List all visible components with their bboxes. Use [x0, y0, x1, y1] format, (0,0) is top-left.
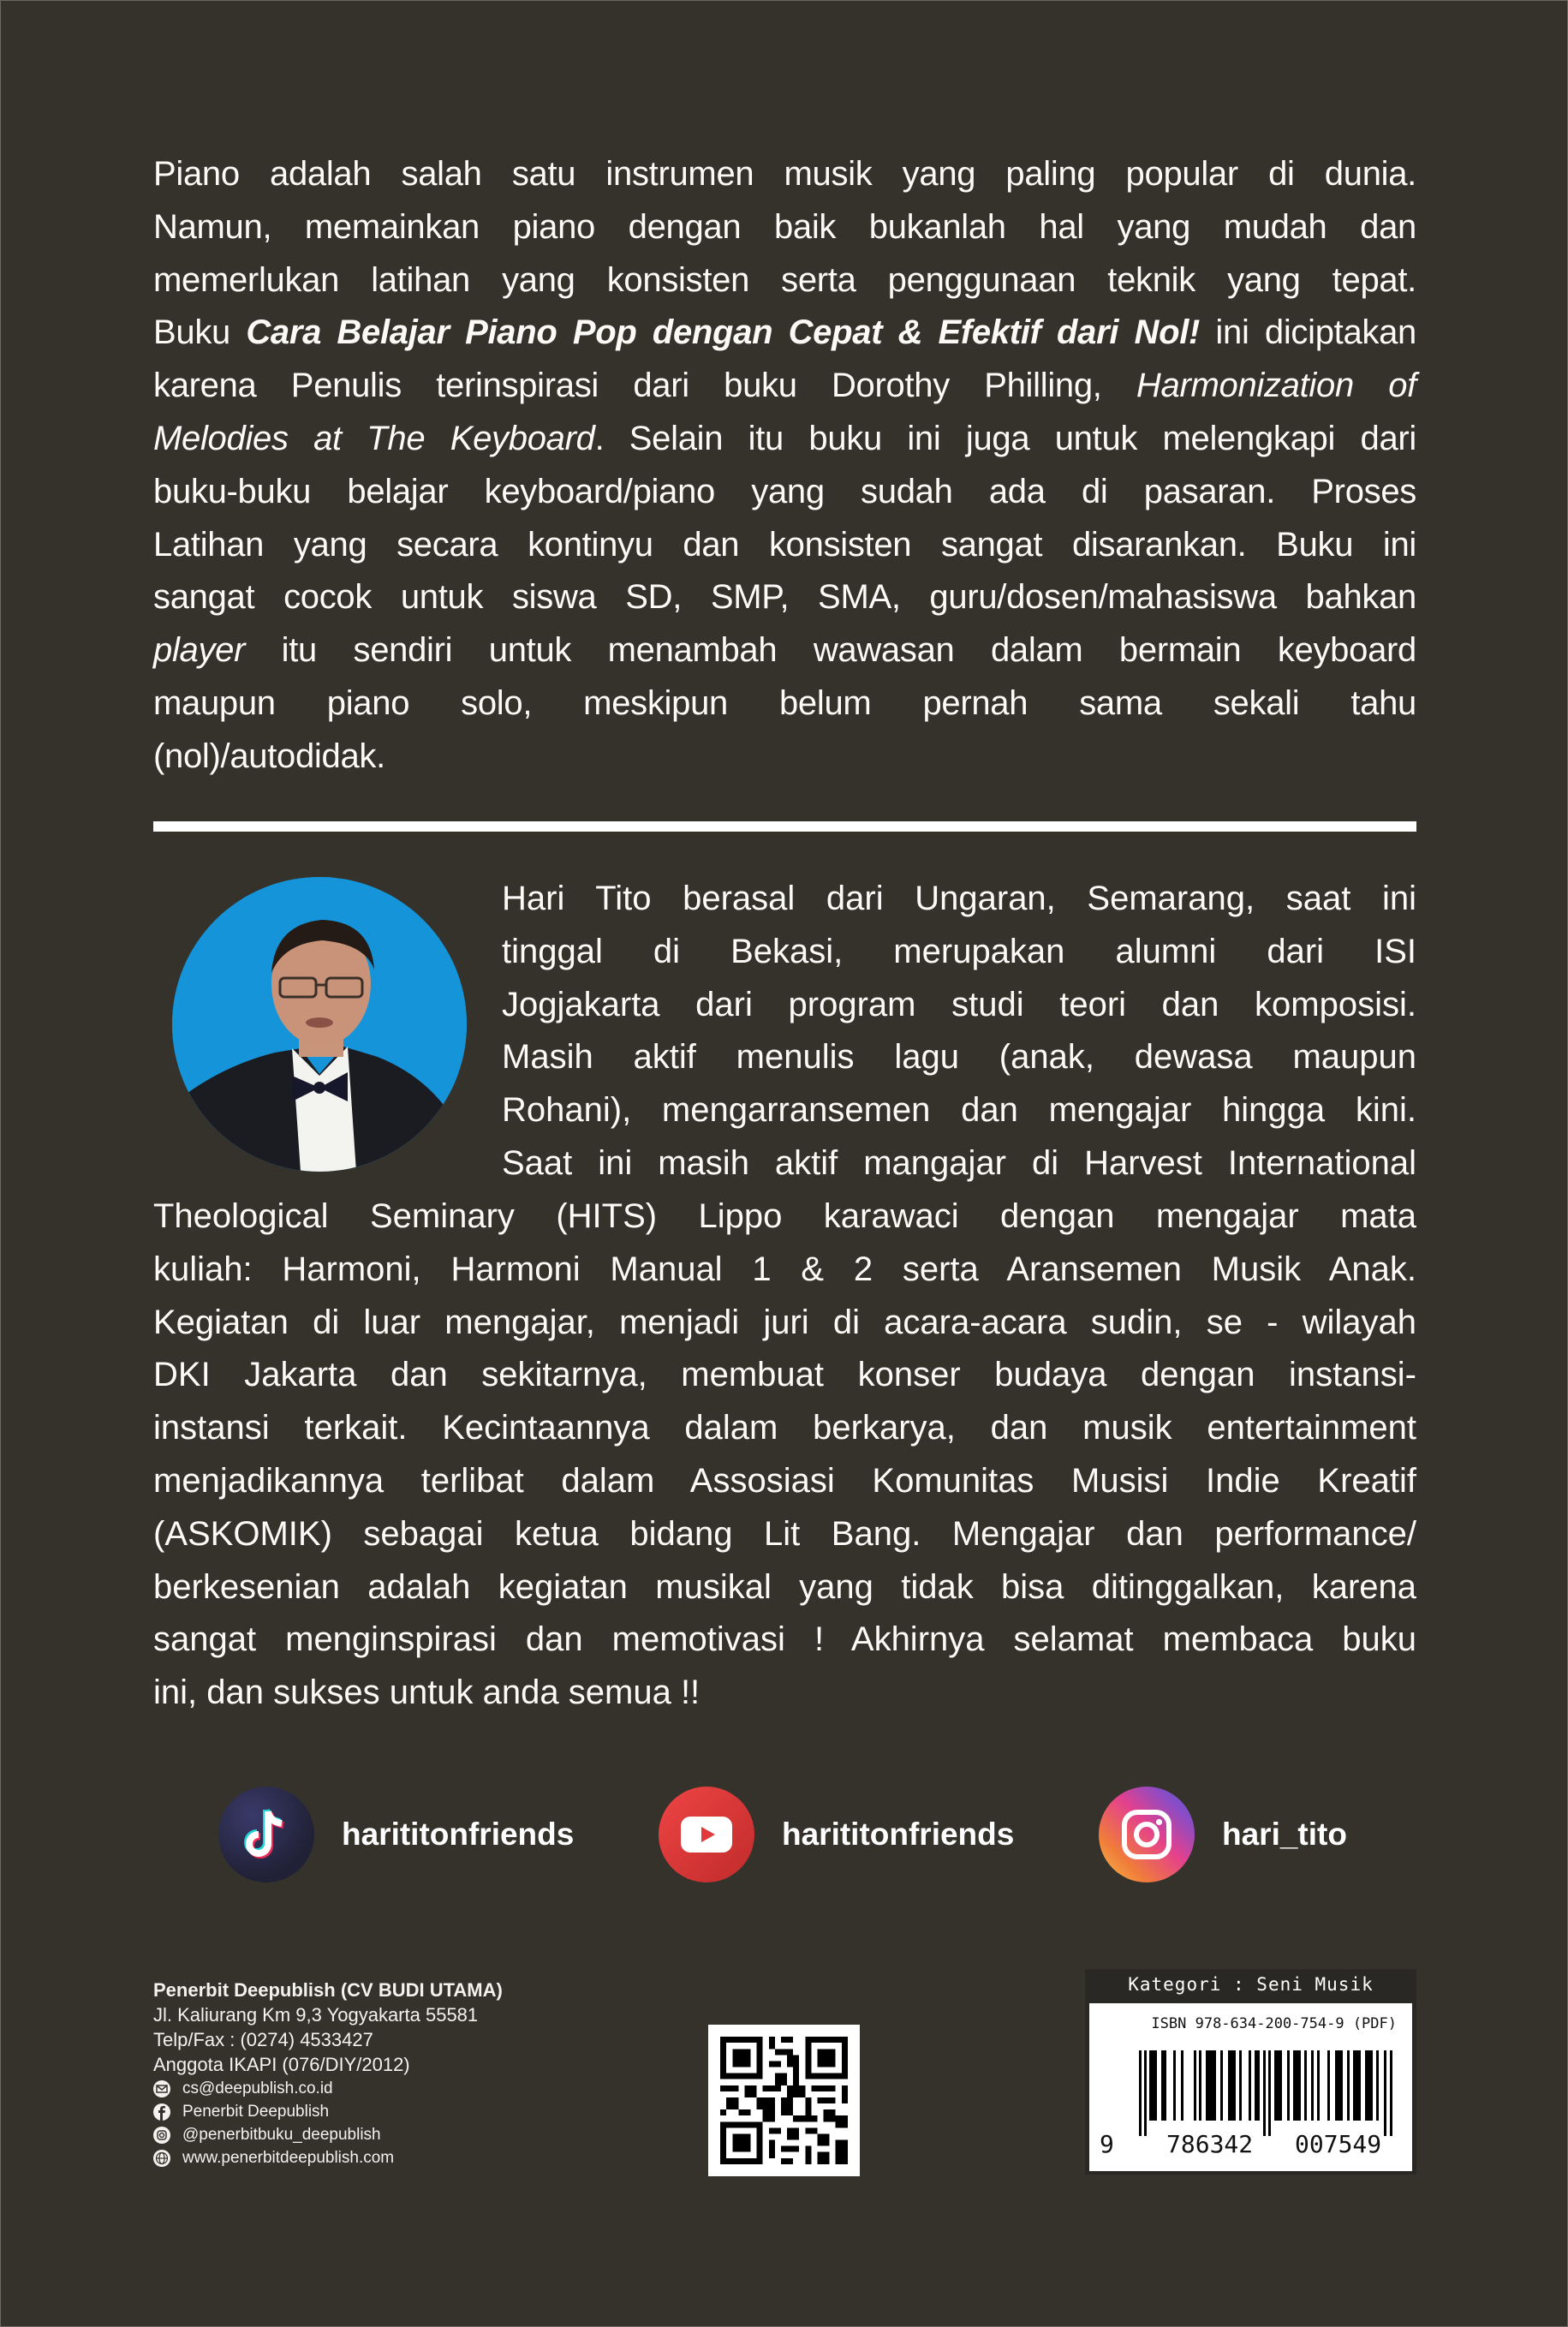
publisher-name: Penerbit Deepublish (CV BUDI UTAMA) — [153, 1979, 503, 2001]
instagram-handle: hari_tito — [1222, 1817, 1347, 1852]
author-photo — [172, 877, 467, 1172]
social-youtube[interactable] — [659, 1787, 1014, 1882]
blurb-text: ini diciptakan — [1200, 313, 1416, 352]
youtube-handle: harititonfriends — [782, 1817, 1015, 1852]
bio-line: Masih aktif menulis lagu (anak, dewasa maupun — [502, 1038, 1416, 1077]
reference-title: Melodies at The Keyboard — [153, 419, 595, 457]
blurb-paragraph — [153, 148, 1416, 784]
publisher-email[interactable] — [153, 2077, 503, 2100]
bio-line: ini, dan sukses untuk anda semua !! — [153, 1674, 701, 1712]
barcode-digit-first: 9 — [1100, 2130, 1114, 2158]
bio-line: Hari Tito berasal dari Ungaran, Semarang, saat ini — [502, 880, 1416, 917]
publisher-address: Jl. Kaliurang Km 9,3 Yogyakarta 55581 — [153, 2004, 479, 2026]
blurb-line: (nol)/autodidak. — [153, 737, 385, 775]
publisher-website[interactable] — [153, 2146, 503, 2169]
reference-title: Harmonization of — [1136, 367, 1416, 405]
bio-line: Saat ini masih aktif mangajar di Harvest International — [502, 1143, 1416, 1182]
bio-line: DKI Jakarta dan sekitarnya, membuat konser budaya dengan instansi- — [153, 1356, 1416, 1394]
blurb-line: Namun, memainkan piano dengan baik bukanlah hal yang mudah dan — [153, 207, 1416, 246]
instagram-text: @penerbitbuku_deepublish — [182, 2126, 381, 2144]
blurb-line — [153, 413, 1416, 466]
social-instagram[interactable] — [1099, 1787, 1347, 1882]
blurb-line: Piano adalah salah satu instrumen musik yang paling popular di dunia. — [153, 155, 1416, 193]
bio-line: (ASKOMIK) sebagai ketua bidang Lit Bang. Mengajar dan performance/ — [153, 1514, 1416, 1553]
blurb-line: memerlukan latihan yang konsisten serta penggunaan teknik yang tepat. — [153, 260, 1416, 299]
blurb-text: . Selain itu buku ini juga untuk melengkapi dari — [594, 419, 1416, 457]
blurb-line: maupun piano solo, meskipun belum pernah sama sekali tahu — [153, 683, 1416, 722]
bio-line: Theological Seminary (HITS) Lippo karawaci dengan mengajar mata — [153, 1197, 1416, 1235]
blurb-text: itu sendiri untuk menambah wawasan dalam bermain keyboard — [245, 631, 1416, 670]
publisher-instagram[interactable] — [153, 2123, 503, 2146]
blurb-text: karena Penulis terinspirasi dari buku Dorothy Philling, — [153, 367, 1136, 405]
publisher-phone: Telp/Fax : (0274) 4533427 — [153, 2029, 373, 2050]
instagram-icon — [153, 2127, 170, 2144]
bio-line: berkesenian adalah kegiatan musikal yang tidak bisa ditinggalkan, karena — [153, 1567, 1416, 1606]
isbn-barcode-box — [1089, 2003, 1412, 2171]
blurb-line — [153, 307, 1416, 360]
blurb-line: sangat cocok untuk siswa SD, SMP, SMA, guru/dosen/mahasiswa bahkan — [153, 578, 1416, 617]
bio-line: Kegiatan di luar mengajar, menjadi juri di acara-acara sudin, se - wilayah — [153, 1303, 1416, 1341]
facebook-text: Penerbit Deepublish — [182, 2103, 330, 2121]
bio-line: Jogjakarta dari program studi teori dan komposisi. — [502, 985, 1416, 1023]
facebook-icon — [153, 2103, 170, 2121]
website-text: www.penerbitdeepublish.com — [182, 2149, 395, 2167]
blurb-line: buku-buku belajar keyboard/piano yang sudah ada di pasaran. Proses — [153, 472, 1416, 510]
email-icon — [153, 2080, 170, 2097]
barcode-digits-right: 007549 — [1295, 2130, 1382, 2158]
bio-line: tinggal di Bekasi, merupakan alumni dari ISI — [502, 932, 1416, 970]
bio-line: Rohani), mengarransemen dan mengajar hingga kini. — [502, 1091, 1416, 1130]
youtube-icon — [659, 1787, 754, 1882]
blurb-line: Latihan yang secara kontinyu dan konsisten sangat disarankan. Buku ini — [153, 525, 1416, 564]
player-word: player — [153, 631, 246, 670]
author-bio-top — [502, 873, 1416, 1190]
blurb-line — [153, 360, 1416, 413]
publisher-facebook[interactable] — [153, 2100, 503, 2123]
author-bio-bottom — [153, 1190, 1416, 1720]
qr-code-icon — [708, 2025, 860, 2176]
social-tiktok[interactable] — [218, 1787, 574, 1882]
bio-line: menjadikannya terlibat dalam Assosiasi Komunitas Musisi Indie Kreatif — [153, 1461, 1416, 1500]
tiktok-icon — [218, 1787, 314, 1882]
book-title: Cara Belajar Piano Pop dengan Cepat & Efektif dari Nol! — [246, 313, 1201, 352]
isbn-block — [1085, 1969, 1416, 2175]
publisher-info — [153, 1978, 503, 2169]
blurb-line — [153, 624, 1416, 677]
author-portrait-icon — [172, 877, 467, 1172]
globe-icon — [153, 2150, 170, 2167]
category-label: Kategori : Seni Musik — [1128, 1974, 1374, 1995]
qr-code[interactable] — [708, 2025, 860, 2176]
bio-line: kuliah: Harmoni, Harmoni Manual 1 & 2 serta Aransemen Musik Anak. — [153, 1250, 1416, 1288]
instagram-icon — [1099, 1787, 1195, 1882]
email-text: cs@deepublish.co.id — [182, 2079, 333, 2097]
barcode-icon — [1139, 2050, 1403, 2136]
blurb-text: Buku — [153, 313, 247, 352]
publisher-ikapi: Anggota IKAPI (076/DIY/2012) — [153, 2054, 410, 2075]
bio-line: instansi terkait. Kecintaannya dalam berkarya, dan musik entertainment — [153, 1409, 1416, 1447]
bio-line: sangat menginspirasi dan memotivasi ! Akhirnya selamat membaca buku — [153, 1620, 1416, 1659]
barcode-digits-left: 786342 — [1166, 2130, 1254, 2158]
isbn-number: ISBN 978-634-200-754-9 (PDF) — [1151, 2015, 1397, 2032]
tiktok-handle: harititonfriends — [342, 1817, 575, 1852]
section-divider — [153, 821, 1416, 832]
